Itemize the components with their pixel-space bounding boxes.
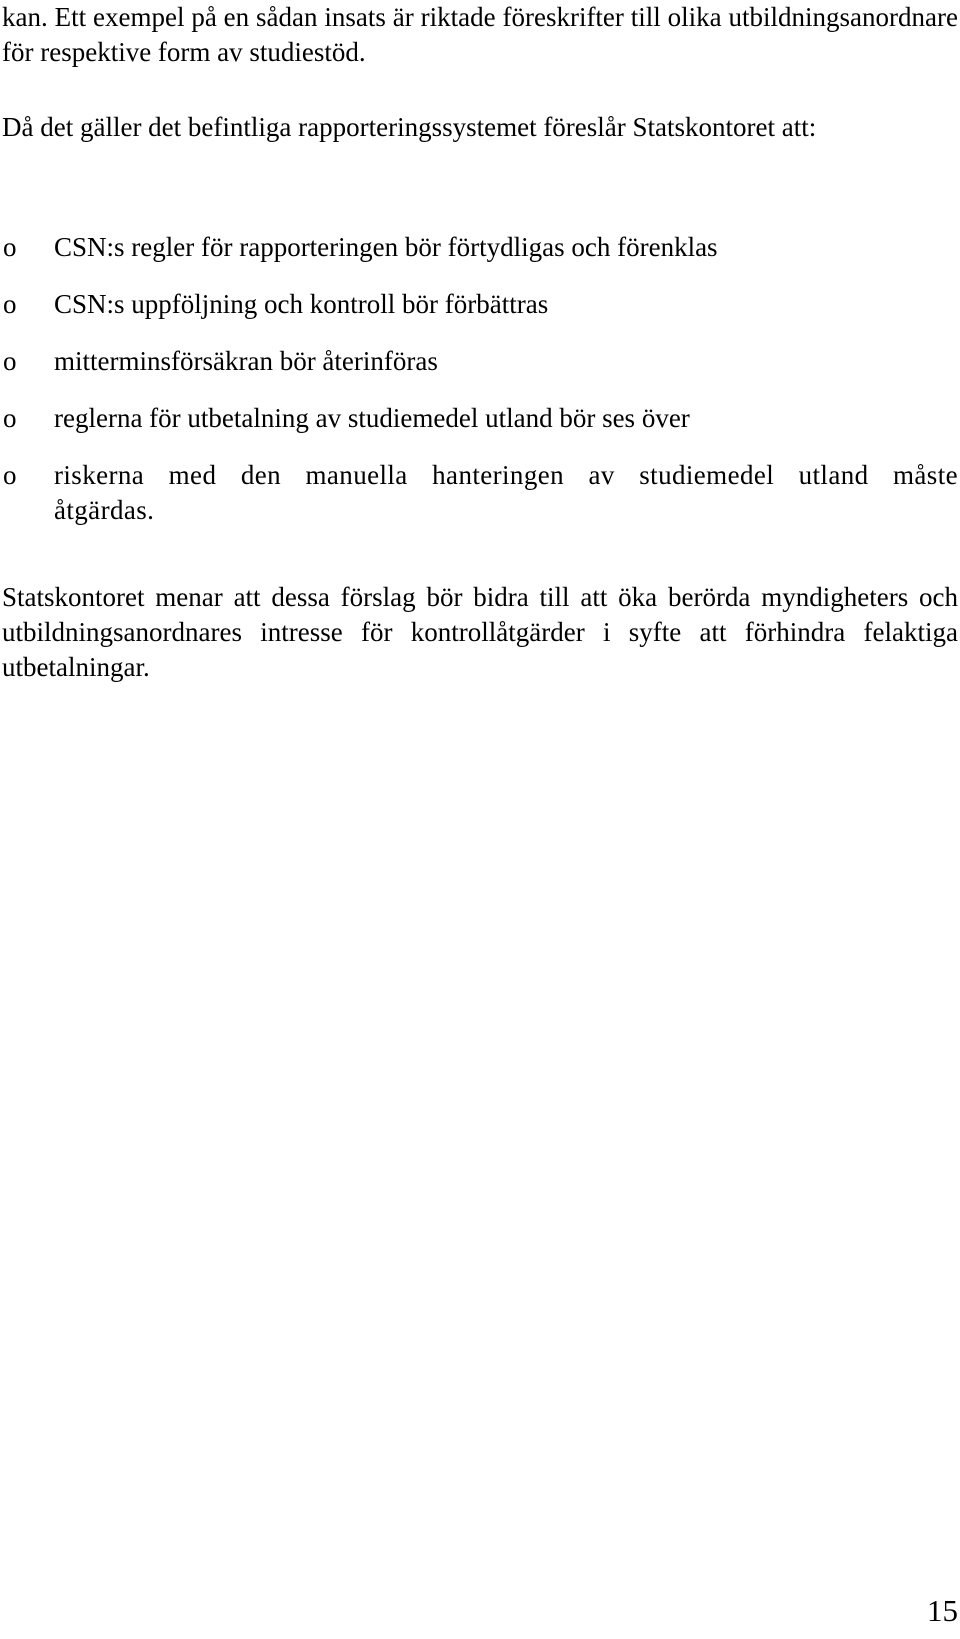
paragraph-intro-continuation: kan. Ett exempel på en sådan insats är riktade föreskrifter till olika utbildningsanordnare för respektive form av studiestöd. xyxy=(2,2,958,67)
bullet-marker: o xyxy=(3,346,17,376)
list-item xyxy=(0,401,958,436)
page-number: 15 xyxy=(927,1593,958,1628)
paragraph-proposal-intro: Då det gäller det befintliga rapporteringssystemet föreslår Statskontoret att: xyxy=(2,112,817,142)
paragraph-conclusion: Statskontoret menar att dessa förslag bör bidra till att öka berörda myndigheters och utbildningsanordnares intresse för kontrollåtgärder i syfte att förhindra felaktiga utbetalningar. xyxy=(2,582,958,682)
bullet-marker: o xyxy=(3,460,17,490)
bullet-marker: o xyxy=(3,403,17,433)
list-item xyxy=(0,230,958,265)
bullet-marker: o xyxy=(3,232,17,262)
list-item-text: CSN:s uppföljning och kontroll bör förbättras xyxy=(54,289,549,319)
list-item-text: riskerna med den manuella hanteringen av studiemedel utland måste åtgärdas. xyxy=(54,460,958,525)
list-item xyxy=(0,458,958,528)
list-item-text: mitterminsförsäkran bör återinföras xyxy=(54,346,438,376)
bullet-marker: o xyxy=(3,289,17,319)
list-item-text: CSN:s regler för rapporteringen bör förtydligas och förenklas xyxy=(54,232,718,262)
proposal-list xyxy=(0,230,960,550)
list-item xyxy=(0,344,958,379)
list-item-text: reglerna för utbetalning av studiemedel utland bör ses över xyxy=(54,403,690,433)
list-item xyxy=(0,287,958,322)
